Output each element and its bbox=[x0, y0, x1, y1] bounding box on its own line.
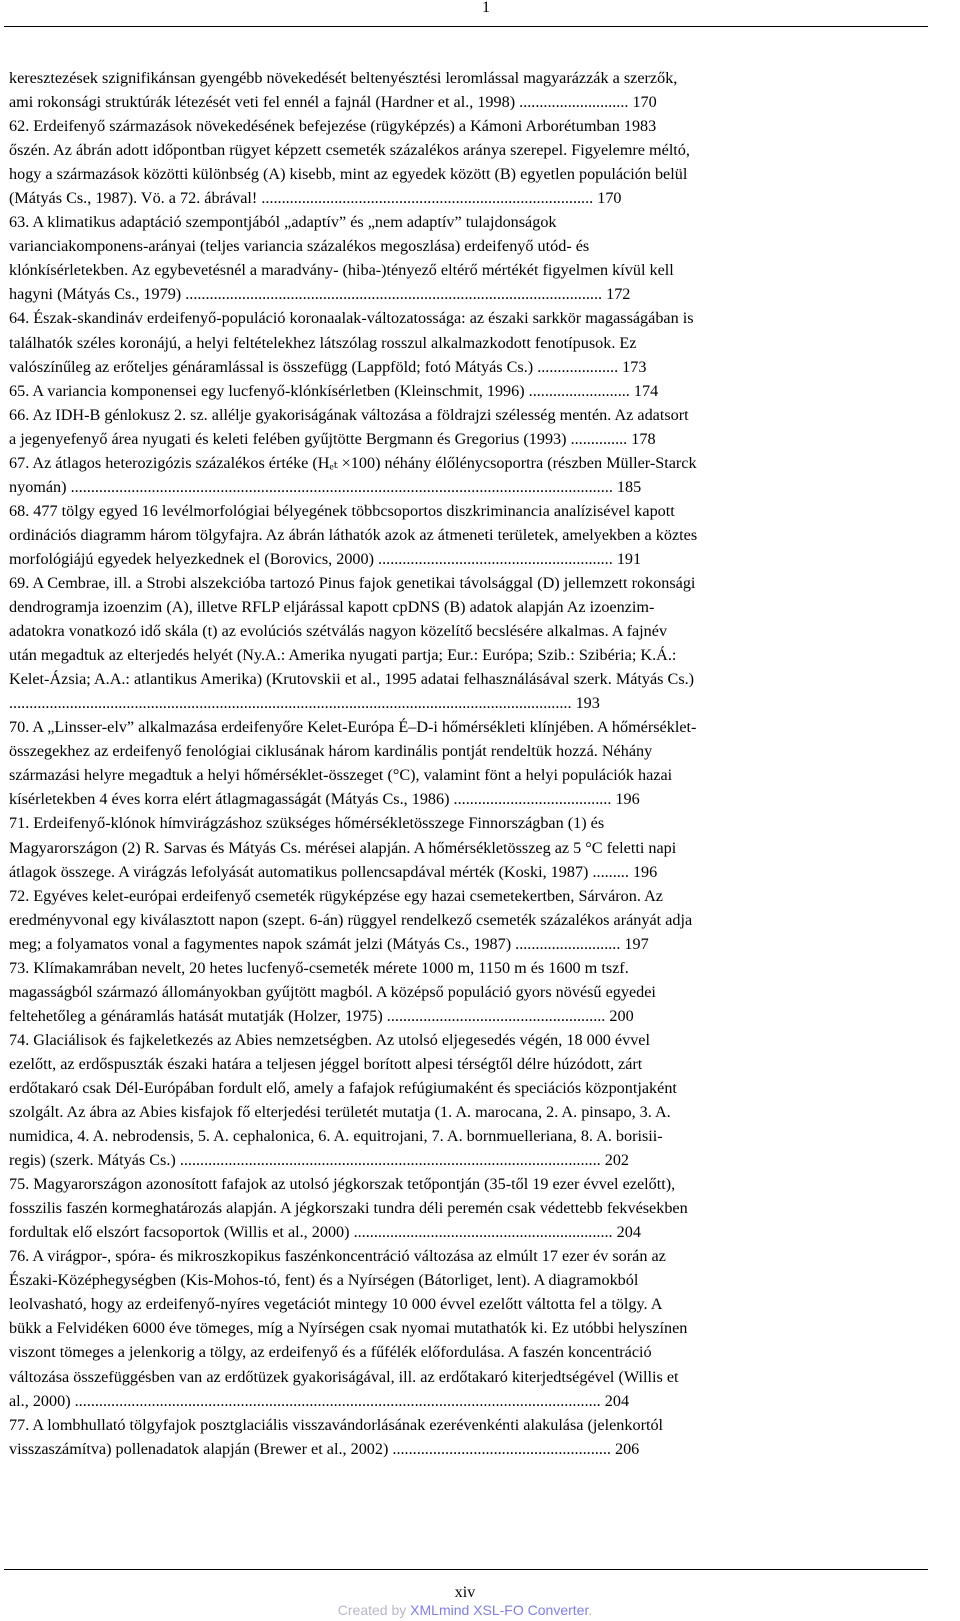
text-line: 74. Glaciálisok és fajkeletkezés az Abies nemzetségben. Az utolsó eljegesedés végén, 18 000 évvel bbox=[9, 1030, 650, 1049]
text-line: összegekhez az erdeifenyő fenológiai ciklusának három kardinális pontját rendeltük hozzá. Néhány bbox=[9, 742, 653, 761]
text-line: 62. Erdeifenyő származások növekedésének befejezése (rügyképzés) a Kámoni Arborétumban 1983 bbox=[9, 117, 657, 136]
text-line: eredményvonal egy kiválasztott napon (szept. 6-án) rüggyel rendelkező csemeték százalékos arányát adja bbox=[9, 910, 693, 929]
text-line: 77. A lombhullató tölgyfajok posztglaciális visszavándorlásának ezerévenkénti alakulása (jelenkortól bbox=[9, 1415, 664, 1434]
text-line: Kelet-Ázsia; A.A.: atlantikus Amerika) (Krutovskii et al., 1995 adatai felhasználásával szerk. Mátyás Cs.) bbox=[9, 670, 695, 689]
text-line: Magyarországon (2) R. Sarvas és Mátyás Cs. mérései alapján. A hőmérsékletösszeg az 5 °C feletti napi bbox=[9, 838, 677, 857]
text-line: hogy a származások közötti különbség (A) kisebb, mint az egyedek között (B) egyetlen populáción belül bbox=[9, 165, 688, 184]
text-line: után megadtuk az elterjedés helyét (Ny.A.: Amerika nyugati partja; Eur.: Európa; Szib.: Szibéria; K.Á.: bbox=[9, 646, 677, 665]
text-line: 63. A klimatikus adaptáció szempontjából „adaptív” és „nem adaptív” tulajdonságok bbox=[9, 213, 557, 232]
text-line: varianciakomponens-arányai (teljes variancia százalékos megoszlása) erdeifenyő utód- és bbox=[9, 237, 590, 256]
text-line: 69. A Cembrae, ill. a Strobi alszekcióba tartozó Pinus fajok genetikai távolsággal (D) jellemzett rokonsági bbox=[9, 573, 696, 592]
text-line: ezelőtt, az erdőspuszták északi határa a teljesen jéggel borított alpesi térségtől délre húzódott, zárt bbox=[9, 1054, 643, 1073]
text-line: magasságból származó állományokban gyűjtött magból. A középső populáció gyors növésű egyedei bbox=[9, 982, 656, 1001]
text-line: 65. A variancia komponensei egy lucfenyő-klónkísérletben (Kleinschmit, 1996) ......................... 174 bbox=[9, 381, 659, 400]
text-line: a jegenyefenyő área nyugati és keleti felében gyűjtötte Bergmann és Gregorius (1993) .............. 178 bbox=[9, 429, 656, 448]
footer-page-number: xiv bbox=[454, 1584, 476, 1601]
text-line: adatokra vonatkozó idő skála (t) az evolúciós szétválás nagyon közelítő becslésére alkalmas. A fajnév bbox=[9, 622, 668, 641]
footer-divider bbox=[4, 1569, 928, 1570]
text-line: erdőtakaró csak Dél-Európában fordult elő, amely a fafajok refúgiumaként és speciációs központjaként bbox=[9, 1078, 677, 1097]
text-line: 73. Klímakamrában nevelt, 20 hetes lucfenyő-csemeték mérete 1000 m, 1150 m és 1600 m tszf. bbox=[9, 958, 629, 977]
text-line: hagyni (Mátyás Cs., 1979) ....................................................................................................... 172 bbox=[9, 285, 631, 304]
text-line: dendrogramja izoenzim (A), illetve RFLP eljárással kapott cpDNS (B) adatok alapján Az izoenzim- bbox=[9, 598, 655, 617]
text-line: al., 2000) .................................................................................................................................. 204 bbox=[9, 1391, 630, 1410]
text-line: ordinációs diagramm három tölgyfajra. Az ábrán láthatók azok az átmeneti területek, amelyekben a köztes bbox=[9, 525, 698, 544]
text-line: fosszilis faszén kormeghatározás alapján. A jégkorszaki tundra déli peremén csak védettebb fekvésekben bbox=[9, 1199, 688, 1218]
text-line: morfológiájú egyedek helyezkednek el (Borovics, 2000) .......................................................... 191 bbox=[9, 549, 642, 568]
text-line: származási helyre megadtuk a helyi hőmérséklet-összeget (°C), valamint fönt a helyi populációk hazai bbox=[9, 766, 673, 785]
figure-list bbox=[9, 66, 909, 1461]
text-line: szolgált. Az ábra az Abies kisfajok fő elterjedési területét mutatja (1. A. marocana, 2. A. pinsapo, 3. A. bbox=[9, 1103, 671, 1122]
text-line: bükk a Felvidéken 6000 éve tömeges, míg a Nyírségen csak nyomai mutathatók ki. Ez utóbbi helyszínen bbox=[9, 1319, 688, 1338]
text-line: regis) (szerk. Mátyás Cs.) ........................................................................................................ 202 bbox=[9, 1151, 630, 1170]
text-line: kísérletekben 4 éves korra elért átlagmagasságát (Mátyás Cs., 1986) ....................................... 196 bbox=[9, 790, 640, 809]
text-line: 68. 477 tölgy egyed 16 levélmorfológiai bélyegének többcsoportos diszkriminancia analízisével kapott bbox=[9, 501, 675, 520]
text-line: 64. Észak-skandináv erdeifenyő-populáció koronaalak-változatossága: az északi sarkkör magasságában is bbox=[9, 309, 694, 328]
text-line: 67. Az átlagos heterozigózis százalékos értéke (Hₑₜ ×100) néhány élőlénycsoportra (részben Müller-Starck bbox=[9, 453, 697, 472]
text-line: fordultak elő elszórt facsoportok (Willis et al., 2000) ................................................................ 204 bbox=[9, 1223, 641, 1242]
text-line: meg; a folyamatos vonal a fagymentes napok számát jelzi (Mátyás Cs., 1987) .......................... 197 bbox=[9, 934, 649, 953]
text-line: 66. Az IDH-B génlokusz 2. sz. allélje gyakoriságának változása a földrajzi szélesség mentén. Az adatsort bbox=[9, 405, 689, 424]
text-line: 70. A „Linsser-elv” alkalmazása erdeifenyőre Kelet-Európa É–D-i hőmérsékleti klínjében. A hőmérséklet- bbox=[9, 718, 697, 737]
text-line: keresztezések szignifikánsan gyengébb növekedését beltenyésztési leromlással magyarázzák a szerzők, bbox=[9, 69, 678, 87]
text-line: Északi-Középhegységben (Kis-Mohos-tó, fent) és a Nyírségen (Bátorliget, lent). A diagramokból bbox=[9, 1271, 639, 1290]
text-line: találhatók széles koronájú, a helyi feltételekhez látszólag rosszul alkalmazkodott fenotípusok. Ez bbox=[9, 333, 637, 352]
text-line: visszaszámítva) pollenadatok alapján (Brewer et al., 2002) ...................................................... 206 bbox=[9, 1439, 640, 1458]
text-line: ami rokonsági struktúrák létezését veti fel ennél a fajnál (Hardner et al., 1998) ........................... 170 bbox=[9, 93, 657, 112]
credit-suffix: . bbox=[588, 1602, 593, 1618]
text-line: átlagok összege. A virágzás lefolyását automatikus pollencsapdával mérték (Koski, 1987) ......... 196 bbox=[9, 862, 658, 881]
text-line: őszén. Az ábrán adott időpontban rügyet képzett csemeték százalékos aránya szerepel. Figyelemre méltó, bbox=[9, 141, 690, 160]
credit-brand-link[interactable]: XMLmind XSL-FO Converter bbox=[410, 1602, 589, 1618]
generator-credit bbox=[0, 1602, 930, 1618]
header-page-number: 1 bbox=[482, 0, 490, 16]
text-line: 76. A virágpor-, spóra- és mikroszkopikus faszénkoncentráció változása az elmúlt 17 ezer év során az bbox=[9, 1247, 666, 1266]
text-line: viszont tömeges a jelenkorig a tölgy, az erdeifenyő és a fűfélék előfordulása. A faszén koncentráció bbox=[9, 1343, 652, 1362]
text-line: 72. Egyéves kelet-európai erdeifenyő csemeték rügyképzése egy hazai csemetekertben, Sárváron. Az bbox=[9, 886, 663, 905]
text-line: 71. Erdeifenyő-klónok hímvirágzáshoz szükséges hőmérsékletösszege Finnországban (1) és bbox=[9, 814, 605, 833]
text-line: valószínűleg az erőteljes génáramlással is összefügg (Lappföld; fotó Mátyás Cs.) .................... 173 bbox=[9, 357, 647, 376]
text-line: leolvasható, hogy az erdeifenyő-nyíres vegetációt mintegy 10 000 évvel ezelőtt váltotta fel a tölgy. A bbox=[9, 1295, 663, 1314]
text-line: (Mátyás Cs., 1987). Vö. a 72. ábrával! .................................................................................. 170 bbox=[9, 189, 622, 208]
text-line: numidica, 4. A. nebrodensis, 5. A. cephalonica, 6. A. equitrojani, 7. A. bornmuelleriana, 8. A. borisii- bbox=[9, 1127, 663, 1146]
text-line: ........................................................................................................................................... 193 bbox=[9, 694, 600, 713]
header-divider bbox=[4, 26, 928, 27]
text-line: változása összefüggésben van az erdőtüzek gyakoriságával, ill. az erdőtakaró kiterjedtségével (Willis et bbox=[9, 1367, 679, 1386]
credit-prefix: Created by bbox=[337, 1602, 411, 1618]
text-line: klónkísérletekben. Az egybevetésnél a maradvány- (hiba-)tényező eltérő mértékét figyelmen kívül kell bbox=[9, 261, 674, 280]
text-line: 75. Magyarországon azonosított fafajok az utolsó jégkorszak tetőpontján (35-től 19 ezer évvel ezelőtt), bbox=[9, 1175, 676, 1194]
text-line: feltehetőleg a génáramlás hatását mutatják (Holzer, 1975) ...................................................... 200 bbox=[9, 1006, 634, 1025]
text-line: nyomán) ...................................................................................................................................... 185 bbox=[9, 477, 642, 496]
